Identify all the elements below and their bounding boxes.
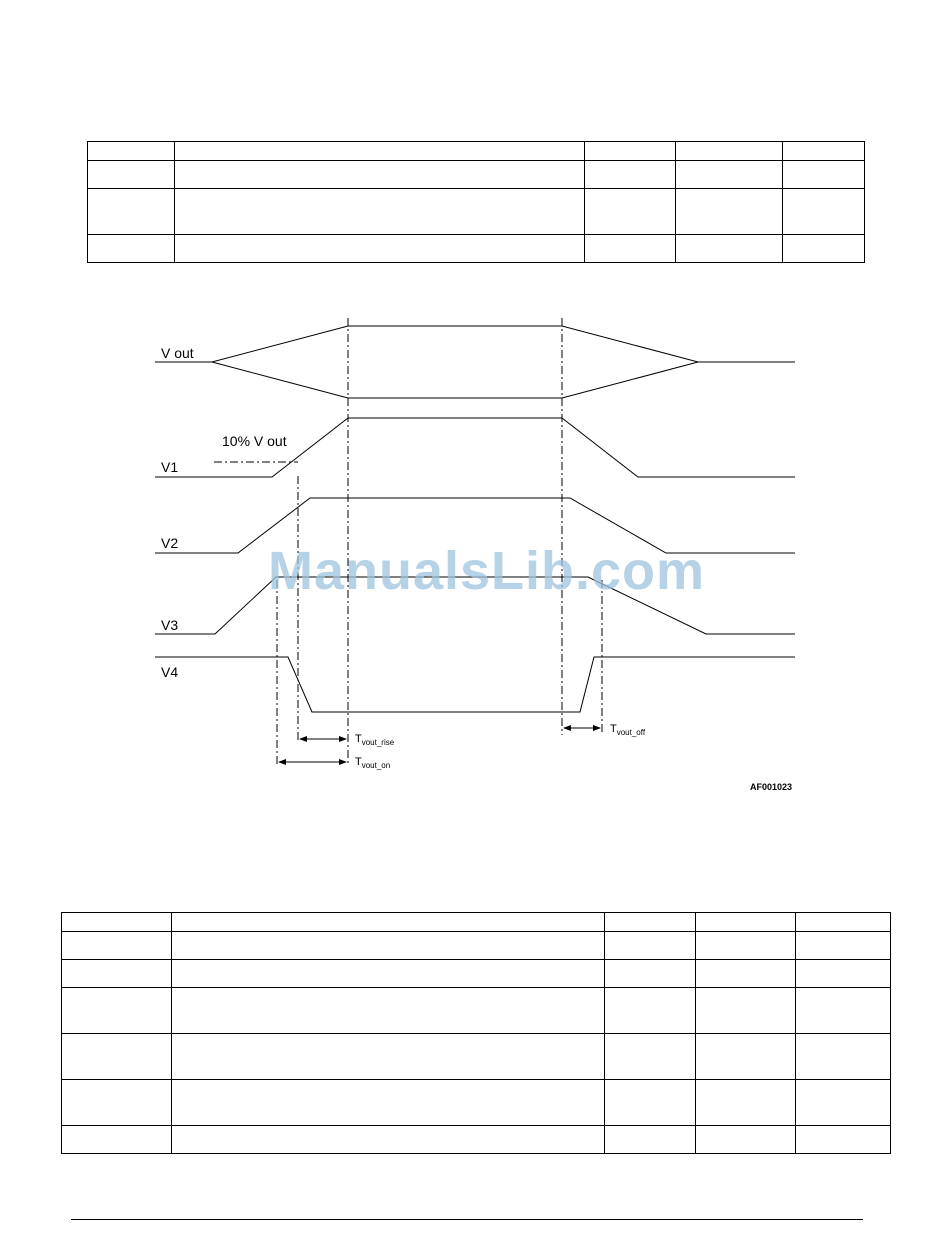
- v1-label: V1: [161, 459, 179, 475]
- spec-table-top: [87, 141, 865, 263]
- arrowhead: [339, 759, 347, 765]
- table-row: [62, 913, 891, 932]
- table-row: [62, 988, 891, 1034]
- threshold-label: 10% V out: [222, 433, 287, 449]
- watermark: ManualsLib.com: [268, 541, 706, 601]
- t-vout-rise-label: $T_{vout\_rise}$: [355, 733, 395, 747]
- arrowhead: [339, 736, 347, 742]
- t-vout-on-label: $T_{vout\_on}$: [355, 756, 391, 770]
- table-row: [88, 235, 865, 263]
- spec-table-bottom: [61, 912, 891, 1154]
- table-row: [62, 1126, 891, 1154]
- table-row: [62, 932, 891, 960]
- figure-id: AF001023: [750, 782, 793, 792]
- vout-waveform-lower: [212, 362, 698, 398]
- v2-label: V2: [161, 535, 179, 551]
- table-row: [88, 161, 865, 189]
- table-row: [62, 1034, 891, 1080]
- v3-label: V3: [161, 617, 179, 633]
- v4-waveform: [155, 657, 795, 712]
- footer-rule: [71, 1219, 863, 1220]
- v4-label: V4: [161, 664, 179, 680]
- table-row: [62, 960, 891, 988]
- table-row: [88, 142, 865, 161]
- arrowhead: [563, 725, 571, 731]
- arrowhead: [299, 736, 307, 742]
- table-row: [62, 1080, 891, 1126]
- arrowhead: [278, 759, 286, 765]
- arrowhead: [593, 725, 601, 731]
- vout-label: V out: [161, 345, 194, 361]
- table-row: [88, 189, 865, 235]
- t-vout-off-label: $T_{vout\_off}$: [610, 723, 646, 737]
- vout-waveform-upper: [155, 326, 795, 362]
